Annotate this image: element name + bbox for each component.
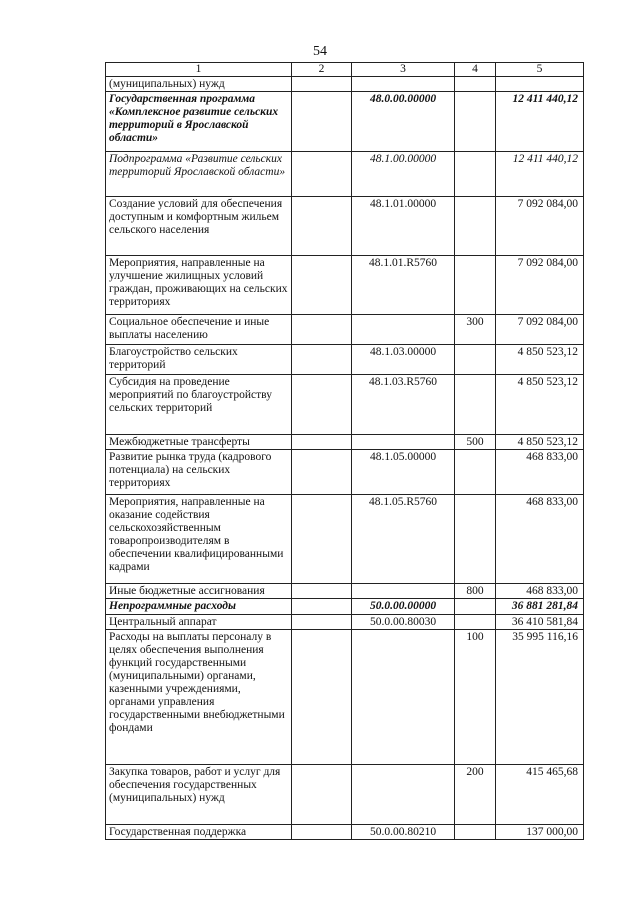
table-row [106, 630, 584, 765]
table-row [106, 615, 584, 630]
row-empty-cell [292, 599, 352, 615]
row-code-cell: 48.1.05.00000 [352, 450, 455, 495]
row-code-cell [352, 630, 455, 765]
table-row [106, 435, 584, 450]
row-name-cell: (муниципальных) нужд [106, 77, 292, 92]
row-code-cell: 50.0.00.80210 [352, 825, 455, 840]
row-name-cell: Мероприятия, направленные на улучшение жилищных условий граждан, проживающих на сельских территориях [106, 256, 292, 315]
row-name-cell: Подпрограмма «Развитие сельских территорий Ярославской области» [106, 152, 292, 197]
row-code-cell: 48.1.03.00000 [352, 345, 455, 375]
row-code-cell [352, 315, 455, 345]
row-name-cell: Государственная поддержка [106, 825, 292, 840]
row-amount-cell: 36 881 281,84 [496, 599, 584, 615]
row-amount-cell: 468 833,00 [496, 495, 584, 584]
row-amount-cell: 7 092 084,00 [496, 256, 584, 315]
row-type-cell [455, 197, 496, 256]
row-empty-cell [292, 584, 352, 599]
row-amount-cell: 12 411 440,12 [496, 152, 584, 197]
row-name-cell: Создание условий для обеспечения доступным и комфортным жильем сельского населения [106, 197, 292, 256]
row-type-cell [455, 615, 496, 630]
table-row [106, 825, 584, 840]
row-empty-cell [292, 630, 352, 765]
row-amount-cell: 4 850 523,12 [496, 435, 584, 450]
row-code-cell: 48.1.05.R5760 [352, 495, 455, 584]
row-type-cell [455, 495, 496, 584]
table-row [106, 345, 584, 375]
row-name-cell: Государственная программа «Комплексное развитие сельских территорий в Ярославской области» [106, 92, 292, 152]
table-row [106, 315, 584, 345]
row-empty-cell [292, 765, 352, 825]
row-empty-cell [292, 92, 352, 152]
column-header-5: 5 [496, 63, 584, 77]
row-amount-cell [496, 77, 584, 92]
table-row [106, 152, 584, 197]
row-amount-cell: 468 833,00 [496, 584, 584, 599]
row-amount-cell: 12 411 440,12 [496, 92, 584, 152]
row-empty-cell [292, 152, 352, 197]
row-amount-cell: 4 850 523,12 [496, 345, 584, 375]
table-row [106, 92, 584, 152]
row-empty-cell [292, 495, 352, 584]
row-name-cell: Иные бюджетные ассигнования [106, 584, 292, 599]
row-name-cell: Межбюджетные трансферты [106, 435, 292, 450]
row-amount-cell: 468 833,00 [496, 450, 584, 495]
row-type-cell [455, 345, 496, 375]
row-empty-cell [292, 375, 352, 435]
row-name-cell: Развитие рынка труда (кадрового потенциала) на сельских территориях [106, 450, 292, 495]
row-amount-cell: 7 092 084,00 [496, 197, 584, 256]
row-name-cell: Социальное обеспечение и иные выплаты населению [106, 315, 292, 345]
row-code-cell: 48.1.01.R5760 [352, 256, 455, 315]
row-type-cell [455, 92, 496, 152]
row-code-cell: 48.0.00.00000 [352, 92, 455, 152]
row-empty-cell [292, 256, 352, 315]
row-type-cell [455, 152, 496, 197]
row-code-cell: 50.0.00.80030 [352, 615, 455, 630]
row-code-cell: 48.1.01.00000 [352, 197, 455, 256]
row-type-cell: 800 [455, 584, 496, 599]
row-code-cell [352, 765, 455, 825]
row-empty-cell [292, 450, 352, 495]
row-code-cell: 48.1.03.R5760 [352, 375, 455, 435]
row-empty-cell [292, 315, 352, 345]
row-type-cell [455, 256, 496, 315]
row-type-cell: 300 [455, 315, 496, 345]
row-amount-cell: 35 995 116,16 [496, 630, 584, 765]
row-code-cell [352, 435, 455, 450]
row-amount-cell: 415 465,68 [496, 765, 584, 825]
table-row [106, 584, 584, 599]
table-header-row [106, 63, 584, 77]
row-type-cell: 500 [455, 435, 496, 450]
row-empty-cell [292, 435, 352, 450]
table-row [106, 77, 584, 92]
row-name-cell: Непрограммные расходы [106, 599, 292, 615]
row-name-cell: Центральный аппарат [106, 615, 292, 630]
row-amount-cell: 137 000,00 [496, 825, 584, 840]
row-type-cell: 200 [455, 765, 496, 825]
row-code-cell: 48.1.00.00000 [352, 152, 455, 197]
table-row [106, 375, 584, 435]
row-name-cell: Благоустройство сельских территорий [106, 345, 292, 375]
row-type-cell: 100 [455, 630, 496, 765]
column-header-2: 2 [292, 63, 352, 77]
row-empty-cell [292, 825, 352, 840]
row-name-cell: Закупка товаров, работ и услуг для обеспечения государственных (муниципальных) нужд [106, 765, 292, 825]
column-header-1: 1 [106, 63, 292, 77]
page-number: 54 [313, 44, 327, 59]
table-row [106, 495, 584, 584]
table-row [106, 765, 584, 825]
row-code-cell [352, 77, 455, 92]
table-row [106, 197, 584, 256]
row-type-cell [455, 375, 496, 435]
row-empty-cell [292, 77, 352, 92]
row-code-cell: 50.0.00.00000 [352, 599, 455, 615]
row-code-cell [352, 584, 455, 599]
row-name-cell: Субсидия на проведение мероприятий по благоустройству сельских территорий [106, 375, 292, 435]
row-amount-cell: 4 850 523,12 [496, 375, 584, 435]
column-header-3: 3 [352, 63, 455, 77]
row-empty-cell [292, 197, 352, 256]
row-type-cell [455, 450, 496, 495]
row-type-cell [455, 599, 496, 615]
table-row [106, 599, 584, 615]
row-empty-cell [292, 615, 352, 630]
table-row [106, 450, 584, 495]
table-row [106, 256, 584, 315]
row-name-cell: Расходы на выплаты персоналу в целях обеспечения выполнения функций государственными (муниципальными) органами, казенными учреждениями, органами управления государственными внебюджетными фондами [106, 630, 292, 765]
row-amount-cell: 7 092 084,00 [496, 315, 584, 345]
column-header-4: 4 [455, 63, 496, 77]
row-type-cell [455, 77, 496, 92]
row-name-cell: Мероприятия, направленные на оказание содействия сельскохозяйственным товаропроизводителям в обеспечении квалифицированными кадрами [106, 495, 292, 584]
row-type-cell [455, 825, 496, 840]
row-amount-cell: 36 410 581,84 [496, 615, 584, 630]
row-empty-cell [292, 345, 352, 375]
budget-table [105, 62, 584, 840]
